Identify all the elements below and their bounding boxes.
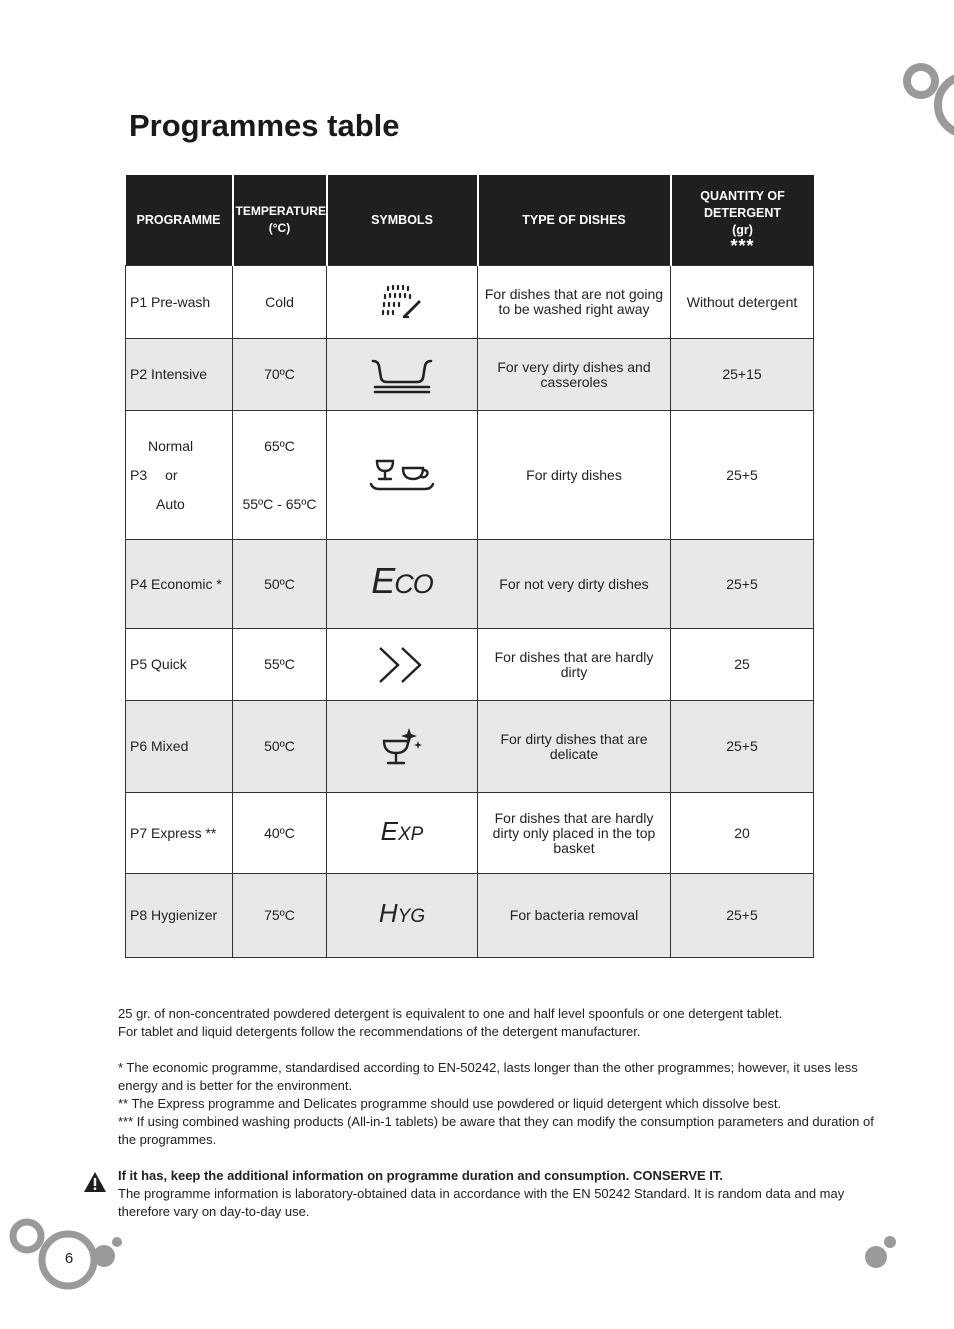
- header-quantity-unit: (gr): [732, 222, 753, 237]
- detergent-cell: 25+5: [671, 701, 814, 793]
- dishes-cell: For not very dirty dishes: [478, 540, 671, 629]
- hygiene-symbol: [379, 898, 425, 928]
- hygiene-symbol-rest: YG: [397, 906, 426, 927]
- warning-triangle-icon: [83, 1171, 107, 1193]
- dishes-cell: For dishes that are hardly dirty: [478, 629, 671, 701]
- page-title: Programmes table: [129, 108, 400, 143]
- note-tablet-liquid: For tablet and liquid detergents follow the recommendations of the detergent manufacturer.: [118, 1024, 641, 1039]
- note-economic: * The economic programme, standardised according to EN-50242, lasts longer than the other programmes; however, it uses less energy and is better for the environment.: [118, 1060, 858, 1093]
- detergent-cell: 25+15: [671, 339, 814, 411]
- dishes-cell: For very dirty dishes and casseroles: [478, 339, 671, 411]
- programme-cell: P6 Mixed: [126, 701, 233, 793]
- express-symbol-initial: E: [380, 815, 398, 846]
- dishes-cell: For dishes that are hardly dirty only placed in the top basket: [478, 793, 671, 874]
- symbol-cell: [327, 411, 478, 540]
- programme-cell: P5 Quick: [126, 629, 233, 701]
- dishes-cell: For dishes that are not going to be washed right away: [478, 266, 671, 339]
- temperature-cell: 75ºC: [233, 874, 327, 958]
- programme-auto-label: Auto: [156, 495, 185, 512]
- detergent-cell: 25: [671, 629, 814, 701]
- intensive-pot-icon: [370, 356, 434, 394]
- header-temperature: [233, 175, 327, 266]
- table-row: [126, 339, 814, 411]
- warning-bold-text: If it has, keep the additional information on programme duration and consumption. CONSERVE IT.: [118, 1168, 724, 1183]
- express-symbol-rest: XP: [397, 823, 424, 845]
- temperature-auto: 55ºC - 65ºC: [242, 495, 317, 512]
- symbol-cell: [327, 874, 478, 958]
- temperature-normal: 65ºC: [264, 437, 295, 454]
- eco-symbol-rest: CO: [394, 568, 433, 599]
- temperature-cell: 55ºC: [233, 629, 327, 701]
- symbol-cell: [327, 793, 478, 874]
- table-row: [126, 411, 814, 540]
- programme-cell: P8 Hygienizer: [126, 874, 233, 958]
- header-programme: PROGRAMME: [126, 175, 233, 266]
- symbol-cell: [327, 629, 478, 701]
- detergent-cell: 20: [671, 793, 814, 874]
- symbol-cell: [327, 339, 478, 411]
- temperature-cell: Cold: [233, 266, 327, 339]
- table-row: [126, 874, 814, 958]
- dishes-cell: For dirty dishes: [478, 411, 671, 540]
- programme-cell: P1 Pre-wash: [126, 266, 233, 339]
- header-symbols: SYMBOLS: [327, 175, 478, 266]
- temperature-cell: 40ºC: [233, 793, 327, 874]
- programme-cell: [126, 411, 233, 540]
- table-header-row: [126, 175, 814, 266]
- eco-symbol: [371, 560, 433, 601]
- header-temperature-unit: (°C): [268, 221, 291, 235]
- note-express: ** The Express programme and Delicates programme should use powdered or liquid detergent which dissolve best.: [118, 1096, 782, 1111]
- dishes-cell: For bacteria removal: [478, 874, 671, 958]
- programme-cell: P4 Economic *: [126, 540, 233, 629]
- detergent-cell: 25+5: [671, 874, 814, 958]
- table-row: [126, 266, 814, 339]
- decorative-circles-top: [895, 58, 954, 138]
- detergent-cell: Without detergent: [671, 266, 814, 339]
- header-quantity: [671, 175, 814, 266]
- programme-cell: P2 Intensive: [126, 339, 233, 411]
- note-detergent-equivalence: 25 gr. of non-concentrated powdered detergent is equivalent to one and half level spoonfuls or one detergent tablet.: [118, 1006, 783, 1021]
- delicate-glass-sparkle-icon: [380, 725, 424, 769]
- programmes-table: [125, 175, 814, 958]
- temperature-cell: 50ºC: [233, 701, 327, 793]
- decorative-dots-bottom-right: [860, 1232, 900, 1272]
- warning-box: [118, 1167, 878, 1221]
- programme-p3-row: [130, 468, 230, 483]
- header-type-of-dishes: TYPE OF DISHES: [478, 175, 671, 266]
- symbol-cell: [327, 701, 478, 793]
- symbol-cell: [327, 266, 478, 339]
- express-symbol: [381, 816, 424, 846]
- note-combined-products: *** If using combined washing products (All-in-1 tablets) be aware that they can modify the consumption parameters and duration of the programmes.: [118, 1114, 874, 1147]
- table-row: [126, 629, 814, 701]
- programme-normal-label: Normal: [148, 437, 194, 454]
- header-quantity-line2: DETERGENT: [703, 205, 782, 220]
- detergent-cell: 25+5: [671, 540, 814, 629]
- page-number: 6: [64, 1250, 74, 1267]
- warning-text: The programme information is laboratory-obtained data in accordance with the EN 50242 Standard. It is random data and may therefore vary on day-to-day use.: [118, 1186, 845, 1219]
- temperature-cell: [233, 411, 327, 540]
- header-temperature-label: TEMPERATURE: [235, 204, 326, 218]
- eco-symbol-initial: E: [371, 559, 395, 601]
- programme-p3-id: P3: [130, 466, 148, 483]
- programme-or-label: or: [165, 466, 178, 483]
- detergent-cell: 25+5: [671, 411, 814, 540]
- header-quantity-stars: ***: [730, 235, 755, 256]
- temperature-cell: 50ºC: [233, 540, 327, 629]
- table-row: [126, 540, 814, 629]
- normal-glass-cup-icon: [369, 458, 435, 492]
- pre-wash-spray-icon: [379, 282, 425, 322]
- notes-section: [118, 1005, 878, 1149]
- header-quantity-line1: QUANTITY OF: [700, 188, 785, 203]
- programme-cell: P7 Express **: [126, 793, 233, 874]
- temperature-cell: 70ºC: [233, 339, 327, 411]
- quick-double-chevron-icon: [376, 645, 428, 685]
- hygiene-symbol-initial: H: [378, 898, 398, 928]
- dishes-cell: For dirty dishes that are delicate: [478, 701, 671, 793]
- table-row: [126, 701, 814, 793]
- symbol-cell: [327, 540, 478, 629]
- table-row: [126, 793, 814, 874]
